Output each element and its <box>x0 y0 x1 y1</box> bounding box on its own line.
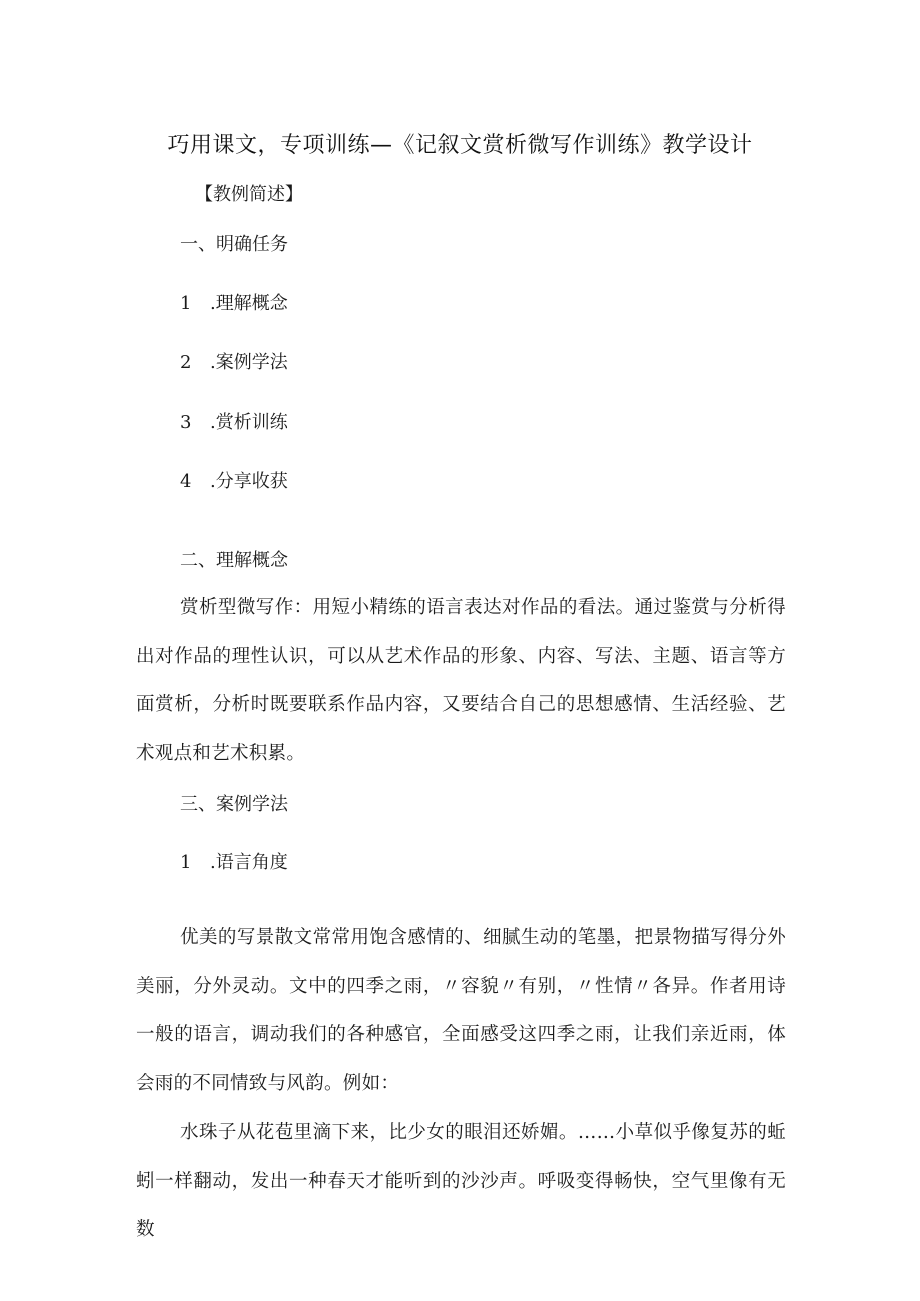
task-item-2 <box>180 348 288 374</box>
section3-heading: 三、案例学法 <box>180 794 288 815</box>
task-item-number: 2 <box>180 352 192 373</box>
task-item-label: .分享收获 <box>210 471 288 492</box>
section1-heading: 一、明确任务 <box>180 234 288 255</box>
task-item-number: 1 <box>180 293 192 314</box>
task-item-number: 3 <box>180 412 192 433</box>
task-item-label: .赏析训练 <box>210 412 288 433</box>
overview-heading: 【教例简述】 <box>195 184 303 205</box>
language-paragraph: 优美的写景散文常常用饱含感情的、细腻生动的笔墨，把景物描写得分外美丽，分外灵动。文中的四季之雨，〃容貌〃有别，〃性情〃各异。作者用诗一般的语言，调动我们的各种感官，全面感受这四季之雨，让我们亲近雨，体会雨的不同情致与风韵。例如： <box>136 927 786 1094</box>
case-subheading-label: .语言角度 <box>210 852 288 873</box>
task-item-3 <box>180 408 288 434</box>
task-item-1 <box>180 289 288 315</box>
case-subheading-number: 1 <box>180 852 192 873</box>
concept-paragraph: 赏析型微写作：用短小精练的语言表达对作品的看法。通过鉴赏与分析得出对作品的理性认识，可以从艺术作品的形象、内容、写法、主题、语言等方面赏析，分析时既要联系作品内容，又要结合自己的思想感情、生活经验、艺术观点和艺术积累。 <box>136 597 786 764</box>
task-item-4 <box>180 467 288 493</box>
case-subheading-1 <box>180 848 288 874</box>
example-paragraph: 水珠子从花苞里滴下来，比少女的眼泪还娇媚。……小草似乎像复苏的蚯蚓一样翻动，发出一种春天才能听到的沙沙声。呼吸变得畅快，空气里像有无数 <box>136 1122 786 1240</box>
task-item-label: .案例学法 <box>210 352 288 373</box>
task-item-number: 4 <box>180 471 192 492</box>
document-title: 巧用课文，专项训练—《记叙文赏析微写作训练》教学设计 <box>167 133 753 158</box>
section2-heading: 二、理解概念 <box>180 550 288 571</box>
task-item-label: .理解概念 <box>210 293 288 314</box>
